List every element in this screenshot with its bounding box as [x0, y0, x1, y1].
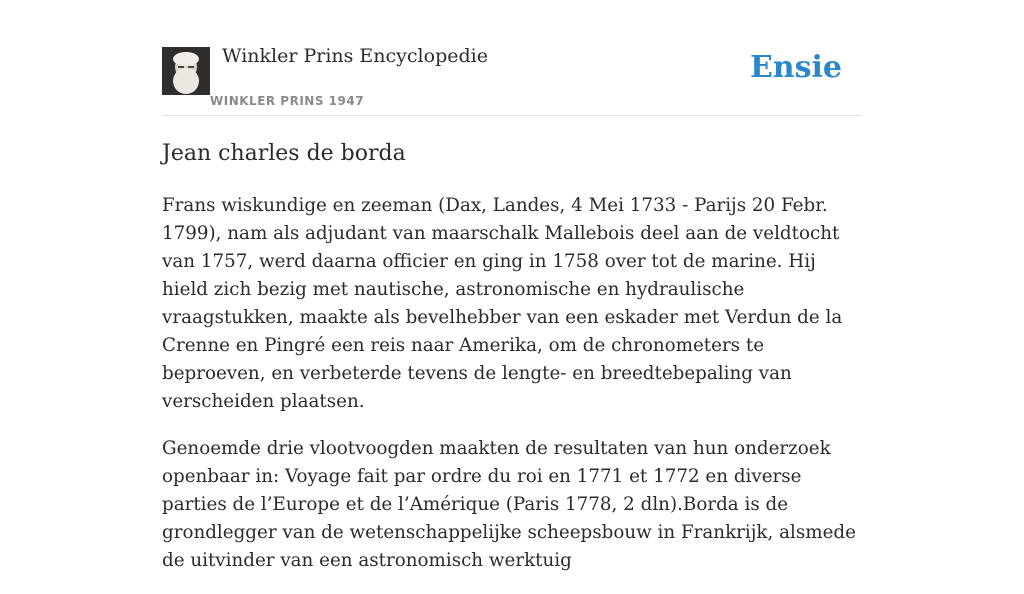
brand-logo[interactable]: Ensie: [749, 50, 842, 85]
avatar[interactable]: [162, 47, 210, 95]
portrait-icon: [162, 47, 210, 95]
article-paragraph: Frans wiskundige en zeeman (Dax, Landes, 4 Mei 1733 - Parijs 20 Febr. 1799), nam als adjudant van maarschalk Mallebois deel aan de veldtocht van 1757, werd daarna officier en ging in 1758 over tot de marine. Hij hield zich bezig met nautische, astronomische en hydraulische vraagstukken, maakte als bevelhebber van een eskader met Verdun de la Crenne en Pingré een reis naar Amerika, om de chronometers te beproeven, en verbeterde tevens de lengte- en breedtebepaling van verscheiden plaatsen.: [162, 195, 843, 412]
article-body: [162, 192, 862, 594]
article-paragraph: Genoemde drie vlootvoogden maakten de resultaten van hun onderzoek openbaar in: Voyage fait par ordre du roi en 1771 et 1772 en diverse parties de l’Europe et de l’Amérique (Paris 1778, 2 dln).Borda is de grondlegger van de wetenschappelijke scheepsbouw in Frankrijk, alsmede de uitvinder van een astronomisch werktuig: [162, 438, 856, 571]
site-name[interactable]: Winkler Prins Encyclopedie: [222, 45, 488, 67]
article-title: Jean charles de borda: [162, 141, 406, 166]
page: [162, 0, 862, 571]
edition-label[interactable]: WINKLER PRINS 1947: [210, 94, 365, 108]
site-header: [162, 0, 862, 116]
